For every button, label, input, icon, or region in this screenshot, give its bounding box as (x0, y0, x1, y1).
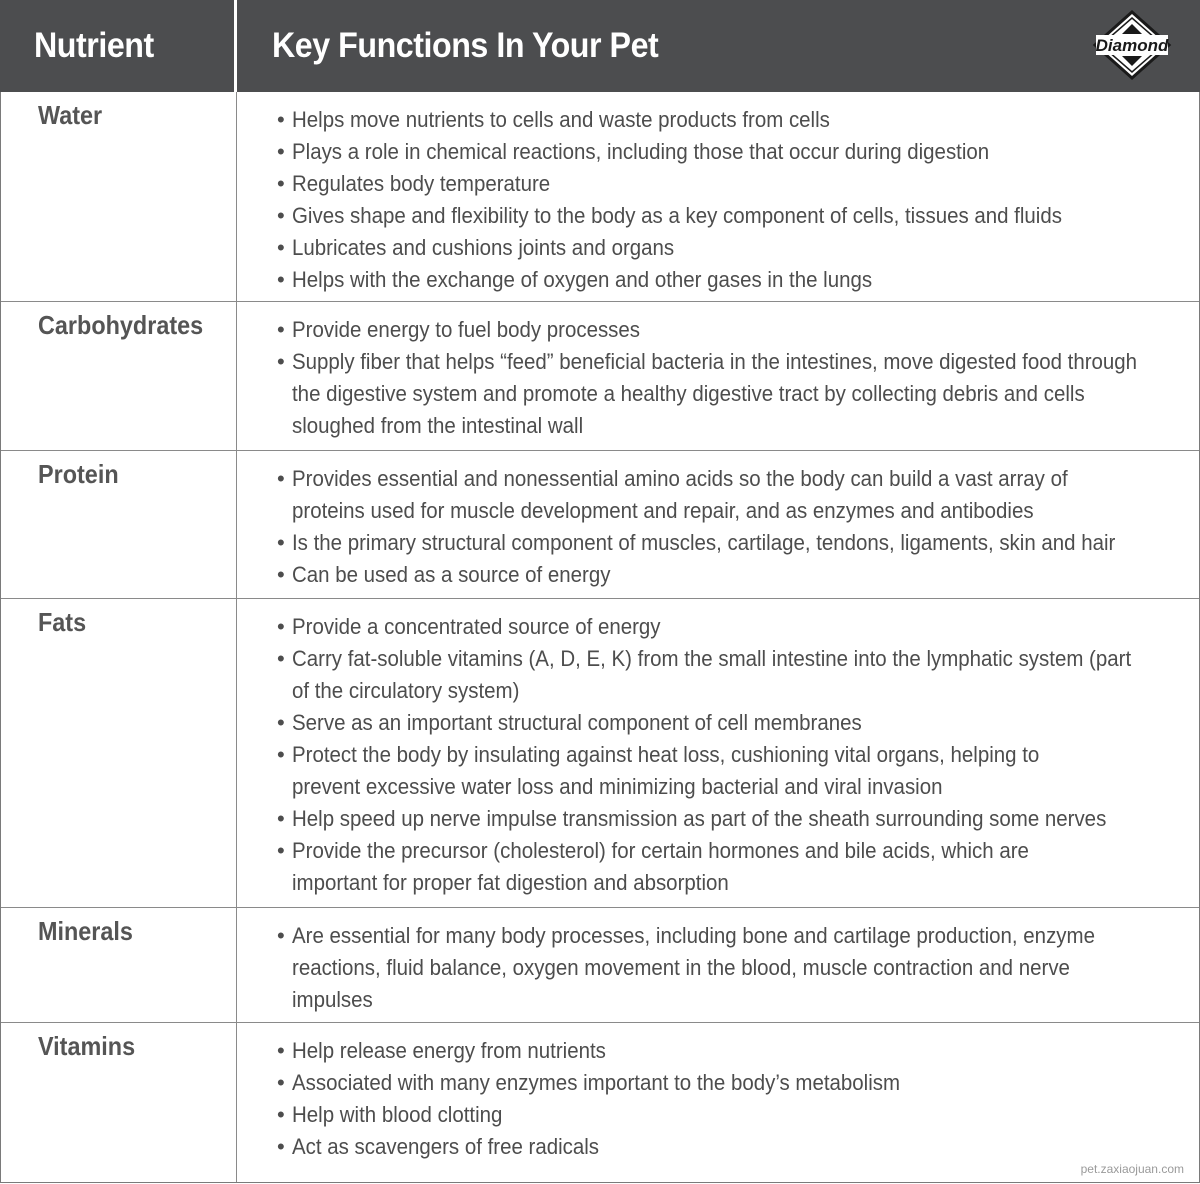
nutrient-name: Fats (38, 607, 87, 637)
list-item: • Lubricates and cushions joints and organs (277, 235, 675, 260)
nutrient-cell (1, 908, 237, 1022)
list-item: • Protect the body by insulating against heat loss, cushioning vital organs, helping to prevent excessive water loss and minimizing bacterial and viral invasion (277, 742, 1040, 799)
function-list (277, 1035, 1197, 1163)
functions-cell (237, 302, 1199, 450)
list-item: • Help with blood clotting (277, 1102, 503, 1127)
list-item: • Supply fiber that helps “feed” beneficial bacteria in the intestines, move digested food through the digestive system and promote a healthy digestive tract by collecting debris and cells sloughed from the intestinal wall (277, 349, 1138, 438)
list-item: • Carry fat-soluble vitamins (A, D, E, K) from the small intestine into the lymphatic system (part of the circulatory system) (277, 646, 1132, 703)
functions-cell (237, 92, 1199, 301)
nutrient-name: Carbohydrates (38, 310, 204, 340)
functions-cell (237, 1023, 1199, 1182)
function-list (277, 920, 1197, 1016)
list-item: • Provide the precursor (cholesterol) for certain hormones and bile acids, which are important for proper fat digestion and absorption (277, 838, 1029, 895)
list-item: • Serve as an important structural component of cell membranes (277, 710, 862, 735)
nutrient-name: Water (38, 100, 103, 130)
list-item: • Provide a concentrated source of energy (277, 614, 661, 639)
function-list (277, 314, 1197, 442)
functions-cell (237, 451, 1199, 598)
list-item: • Regulates body temperature (277, 171, 551, 196)
function-list (277, 104, 1197, 296)
list-item: • Help speed up nerve impulse transmission as part of the sheath surrounding some nerves (277, 806, 1107, 831)
function-list (277, 611, 1197, 899)
table-row-vitamins (1, 1023, 1199, 1182)
header-column-divider (234, 0, 237, 92)
list-item: • Are essential for many body processes, including bone and cartilage production, enzyme reactions, fluid balance, oxygen movement in the blood, muscle contraction and nerve impulses (277, 923, 1095, 1012)
list-item: • Provide energy to fuel body processes (277, 317, 641, 342)
watermark: pet.zaxiaojuan.com (1080, 1162, 1184, 1176)
table-row-minerals (1, 908, 1199, 1023)
functions-cell (237, 599, 1199, 907)
header-key-functions: Key Functions In Your Pet (272, 26, 659, 65)
table-row-water (1, 92, 1199, 302)
list-item: • Act as scavengers of free radicals (277, 1134, 600, 1159)
list-item: • Helps with the exchange of oxygen and other gases in the lungs (277, 267, 873, 292)
list-item: • Provides essential and nonessential amino acids so the body can build a vast array of proteins used for muscle development and repair, and as enzymes and antibodies (277, 466, 1068, 523)
table-row-carbohydrates (1, 302, 1199, 451)
nutrient-name: Protein (38, 459, 119, 489)
nutrient-name: Vitamins (38, 1031, 136, 1061)
diamond-logo (1092, 10, 1172, 80)
table-row-protein (1, 451, 1199, 599)
list-item: • Gives shape and flexibility to the body as a key component of cells, tissues and fluids (277, 203, 1062, 228)
logo-text: Diamond (1095, 36, 1169, 55)
functions-cell (237, 908, 1199, 1022)
nutrient-cell (1, 451, 237, 598)
table-row-fats (1, 599, 1199, 908)
header-nutrient: Nutrient (34, 26, 154, 65)
list-item: • Associated with many enzymes important to the body’s metabolism (277, 1070, 901, 1095)
nutrient-cell (1, 599, 237, 907)
table-header (0, 0, 1200, 92)
nutrient-cell (1, 1023, 237, 1182)
nutrient-cell (1, 92, 237, 301)
list-item: • Can be used as a source of energy (277, 562, 611, 587)
list-item: • Helps move nutrients to cells and waste products from cells (277, 107, 830, 132)
function-list (277, 463, 1197, 591)
table-body (0, 92, 1200, 1183)
nutrient-name: Minerals (38, 916, 133, 946)
list-item: • Is the primary structural component of muscles, cartilage, tendons, ligaments, skin and hair (277, 530, 1116, 555)
nutrient-cell (1, 302, 237, 450)
list-item: • Plays a role in chemical reactions, including those that occur during digestion (277, 139, 990, 164)
list-item: • Help release energy from nutrients (277, 1038, 606, 1063)
